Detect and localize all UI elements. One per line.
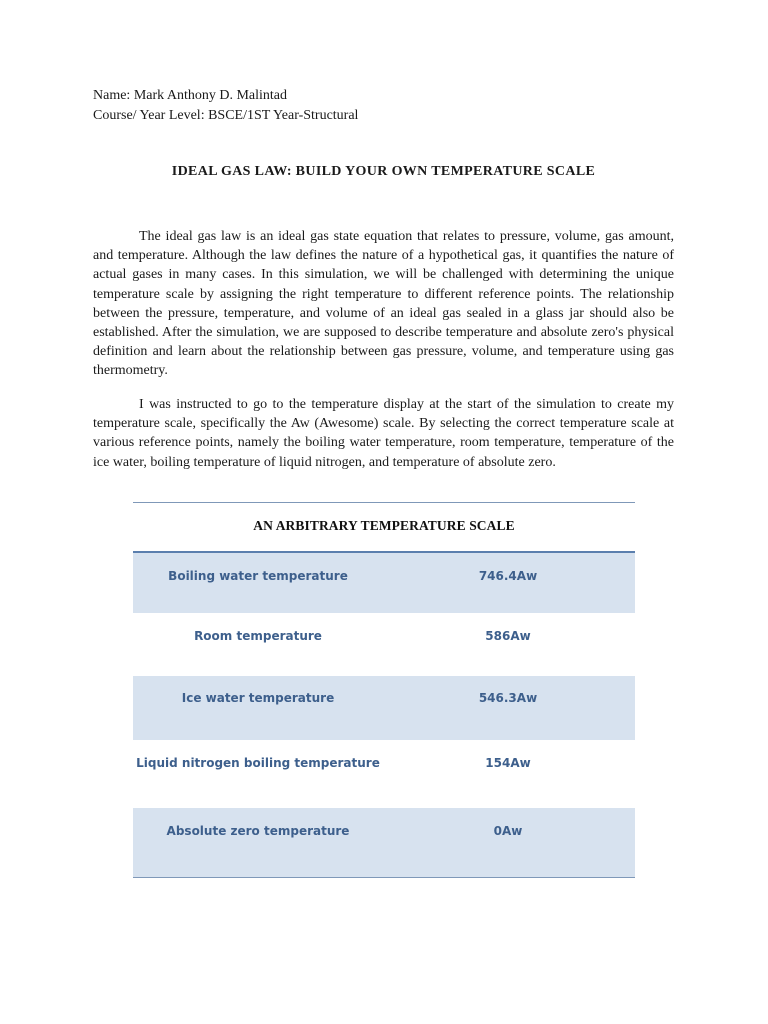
table-heading: AN ARBITRARY TEMPERATURE SCALE bbox=[133, 503, 635, 553]
row-label: Ice water temperature bbox=[181, 691, 335, 705]
row-value: 586Aw bbox=[485, 629, 531, 643]
document-title: IDEAL GAS LAW: BUILD YOUR OWN TEMPERATURE SCALE bbox=[171, 164, 596, 179]
document-page bbox=[93, 86, 674, 470]
row-label: Liquid nitrogen boiling temperature bbox=[136, 756, 380, 770]
instructions-paragraph: I was instructed to go to the temperature display at the start of the simulation to create my temperature scale, specifically the Aw (Awesome) scale. By selecting the correct temperature scale at various reference points, namely the boiling water temperature, room temperature, temperature of the ice water, boiling temperature of liquid nitrogen, and temperature of absolute zero. bbox=[93, 397, 674, 470]
table-row bbox=[133, 808, 635, 877]
table-row bbox=[133, 676, 635, 740]
table-row bbox=[133, 740, 635, 808]
student-name: Name: Mark Anthony D. Malintad bbox=[93, 88, 288, 103]
row-value: 0Aw bbox=[493, 824, 523, 838]
intro-paragraph: The ideal gas law is an ideal gas state equation that relates to pressure, volume, gas amount, and temperature. Although the law defines the nature of a hypothetical gas, it quantifies the nature of actual gases in many cases. In this simulation, we will be challenged with determining the unique temperature scale by assigning the right temperature to different reference points. The relationship between the pressure, temperature, and volume of an ideal gas sealed in a glass jar should also be established. After the simulation, we are supposed to describe temperature and absolute zero's physical definition and learn about the relationship between gas pressure, volume, and temperature using gas thermometry. bbox=[93, 229, 674, 379]
row-label: Absolute zero temperature bbox=[166, 824, 350, 838]
temperature-scale-table bbox=[133, 502, 635, 878]
row-value: 546.3Aw bbox=[478, 691, 538, 705]
row-label: Boiling water temperature bbox=[168, 569, 348, 583]
row-value: 746.4Aw bbox=[478, 569, 538, 583]
table-row bbox=[133, 553, 635, 613]
row-label: Room temperature bbox=[194, 629, 322, 643]
row-value: 154Aw bbox=[485, 756, 531, 770]
course-year-level: Course/ Year Level: BSCE/1ST Year-Structural bbox=[93, 107, 359, 123]
table-row bbox=[133, 613, 635, 676]
